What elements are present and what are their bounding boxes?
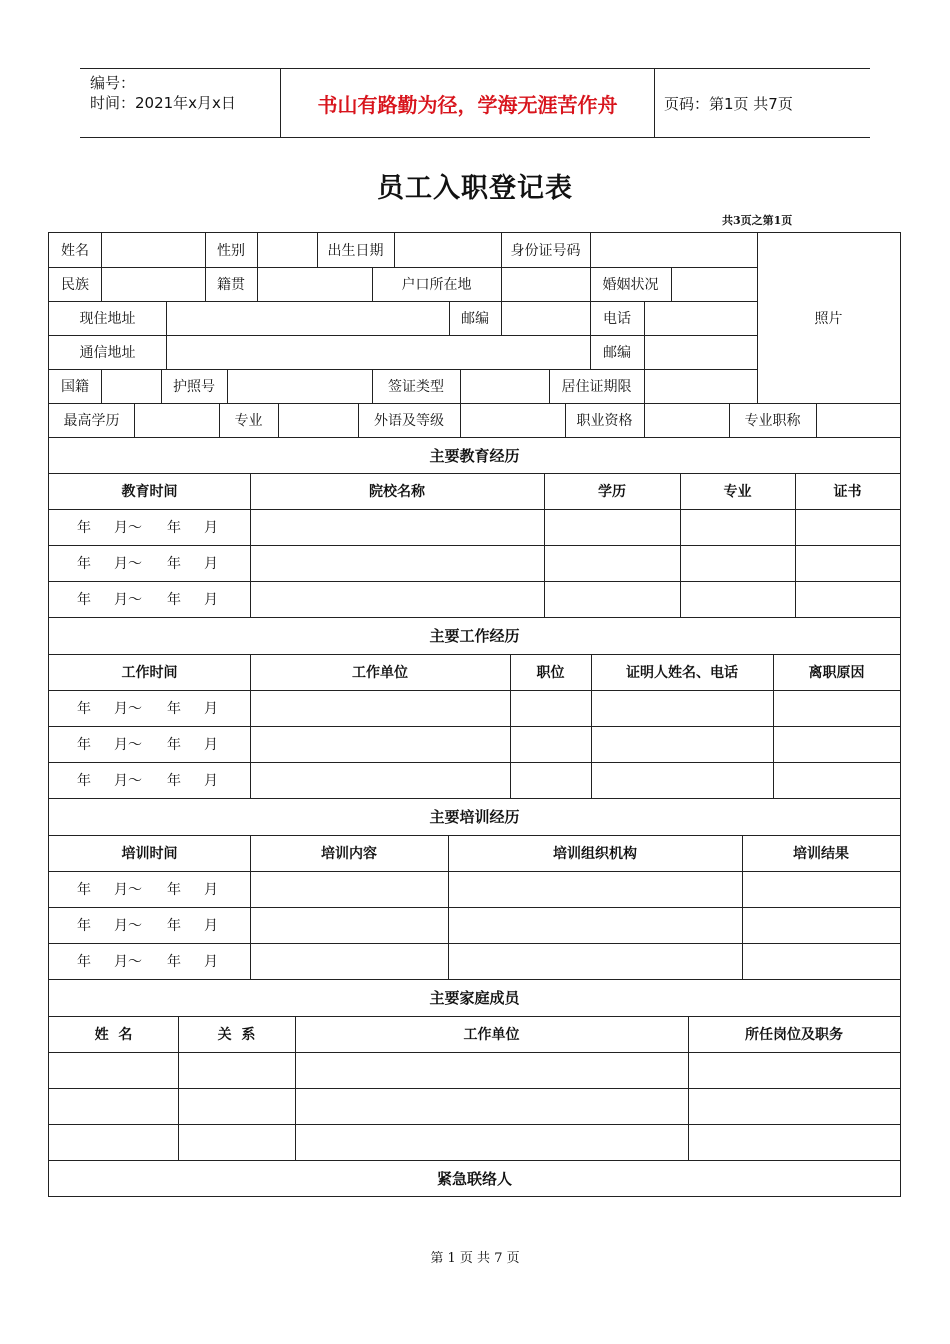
label-visa-type: 签证类型 xyxy=(388,379,444,395)
label-education-level: 最高学历 xyxy=(63,413,120,429)
education-date-1[interactable]: 年 月～ 年 月 xyxy=(77,520,218,536)
label-name: 姓名 xyxy=(61,243,89,259)
education-date-2[interactable]: 年 月～ 年 月 xyxy=(77,556,218,572)
training-col-content: 培训内容 xyxy=(321,846,377,862)
label-passport: 护照号 xyxy=(173,379,215,395)
label-hukou: 户口所在地 xyxy=(401,277,472,293)
registration-form xyxy=(48,232,901,1197)
work-col-reference: 证明人姓名、电话 xyxy=(626,665,738,681)
education-col-degree: 学历 xyxy=(598,484,626,500)
label-id-number: 身份证号码 xyxy=(510,243,581,259)
work-col-position: 职位 xyxy=(536,665,565,681)
label-title-rank: 专业职称 xyxy=(744,413,801,429)
work-date-2[interactable]: 年 月～ 年 月 xyxy=(77,737,218,753)
label-postcode-1: 邮编 xyxy=(461,311,489,327)
page-footer: 第 1 页 共 7 页 xyxy=(430,1251,520,1266)
work-col-time: 工作时间 xyxy=(121,665,178,681)
training-date-3[interactable]: 年 月～ 年 月 xyxy=(77,954,218,970)
time-label: 时间：2021年x月x日 xyxy=(90,94,236,112)
education-heading: 主要教育经历 xyxy=(429,446,520,465)
document-header xyxy=(80,68,870,138)
label-major: 专业 xyxy=(234,413,263,429)
education-col-school: 院校名称 xyxy=(369,484,425,500)
family-col-relation: 关 系 xyxy=(217,1027,256,1043)
photo-box[interactable]: 照片 xyxy=(814,311,843,327)
page-title: 员工入职登记表 xyxy=(377,173,573,204)
emergency-heading: 紧急联络人 xyxy=(436,1169,512,1188)
input-birth-date[interactable] xyxy=(394,233,501,267)
family-col-position: 所任岗位及职务 xyxy=(745,1027,843,1043)
header-motto: 书山有路勤为径，学海无涯苦作舟 xyxy=(280,69,655,137)
number-label: 编号： xyxy=(90,74,136,92)
education-col-time: 教育时间 xyxy=(121,484,178,500)
input-name[interactable] xyxy=(101,233,205,267)
training-col-org: 培训组织机构 xyxy=(553,846,637,862)
family-col-employer: 工作单位 xyxy=(463,1027,520,1043)
education-date-3[interactable]: 年 月～ 年 月 xyxy=(77,592,218,608)
work-date-3[interactable]: 年 月～ 年 月 xyxy=(77,773,218,789)
label-nationality: 国籍 xyxy=(61,379,89,395)
label-current-address: 现住地址 xyxy=(79,311,136,327)
family-col-name: 姓 名 xyxy=(94,1027,133,1043)
label-ethnicity: 民族 xyxy=(61,277,89,293)
work-heading: 主要工作经历 xyxy=(429,627,520,645)
label-phone: 电话 xyxy=(603,311,631,327)
label-birth-date: 出生日期 xyxy=(327,243,384,259)
family-heading: 主要家庭成员 xyxy=(429,989,520,1007)
input-gender[interactable] xyxy=(257,233,317,267)
input-id-number[interactable] xyxy=(590,233,757,267)
label-marital: 婚姻状况 xyxy=(602,277,659,293)
education-col-certificate: 证书 xyxy=(833,484,862,500)
page-info: 共3页之第1页 xyxy=(722,214,793,227)
label-native-place: 籍贯 xyxy=(217,277,245,293)
label-residence-period: 居住证期限 xyxy=(561,379,632,395)
work-col-employer: 工作单位 xyxy=(352,665,408,681)
label-postcode-2: 邮编 xyxy=(603,345,631,361)
training-col-time: 培训时间 xyxy=(121,846,178,862)
work-date-1[interactable]: 年 月～ 年 月 xyxy=(77,701,218,717)
label-qualification: 职业资格 xyxy=(576,413,633,429)
training-date-1[interactable]: 年 月～ 年 月 xyxy=(77,882,218,898)
header-meta xyxy=(80,69,280,137)
training-col-result: 培训结果 xyxy=(793,846,849,862)
header-page-label: 页码：第1页 共7页 xyxy=(664,94,793,113)
training-heading: 主要培训经历 xyxy=(429,808,520,826)
education-col-major: 专业 xyxy=(723,484,752,500)
training-date-2[interactable]: 年 月～ 年 月 xyxy=(77,918,218,934)
label-language: 外语及等级 xyxy=(374,413,444,429)
label-gender: 性别 xyxy=(217,243,245,259)
label-mail-address: 通信地址 xyxy=(79,345,136,361)
work-col-reason: 离职原因 xyxy=(808,665,865,681)
